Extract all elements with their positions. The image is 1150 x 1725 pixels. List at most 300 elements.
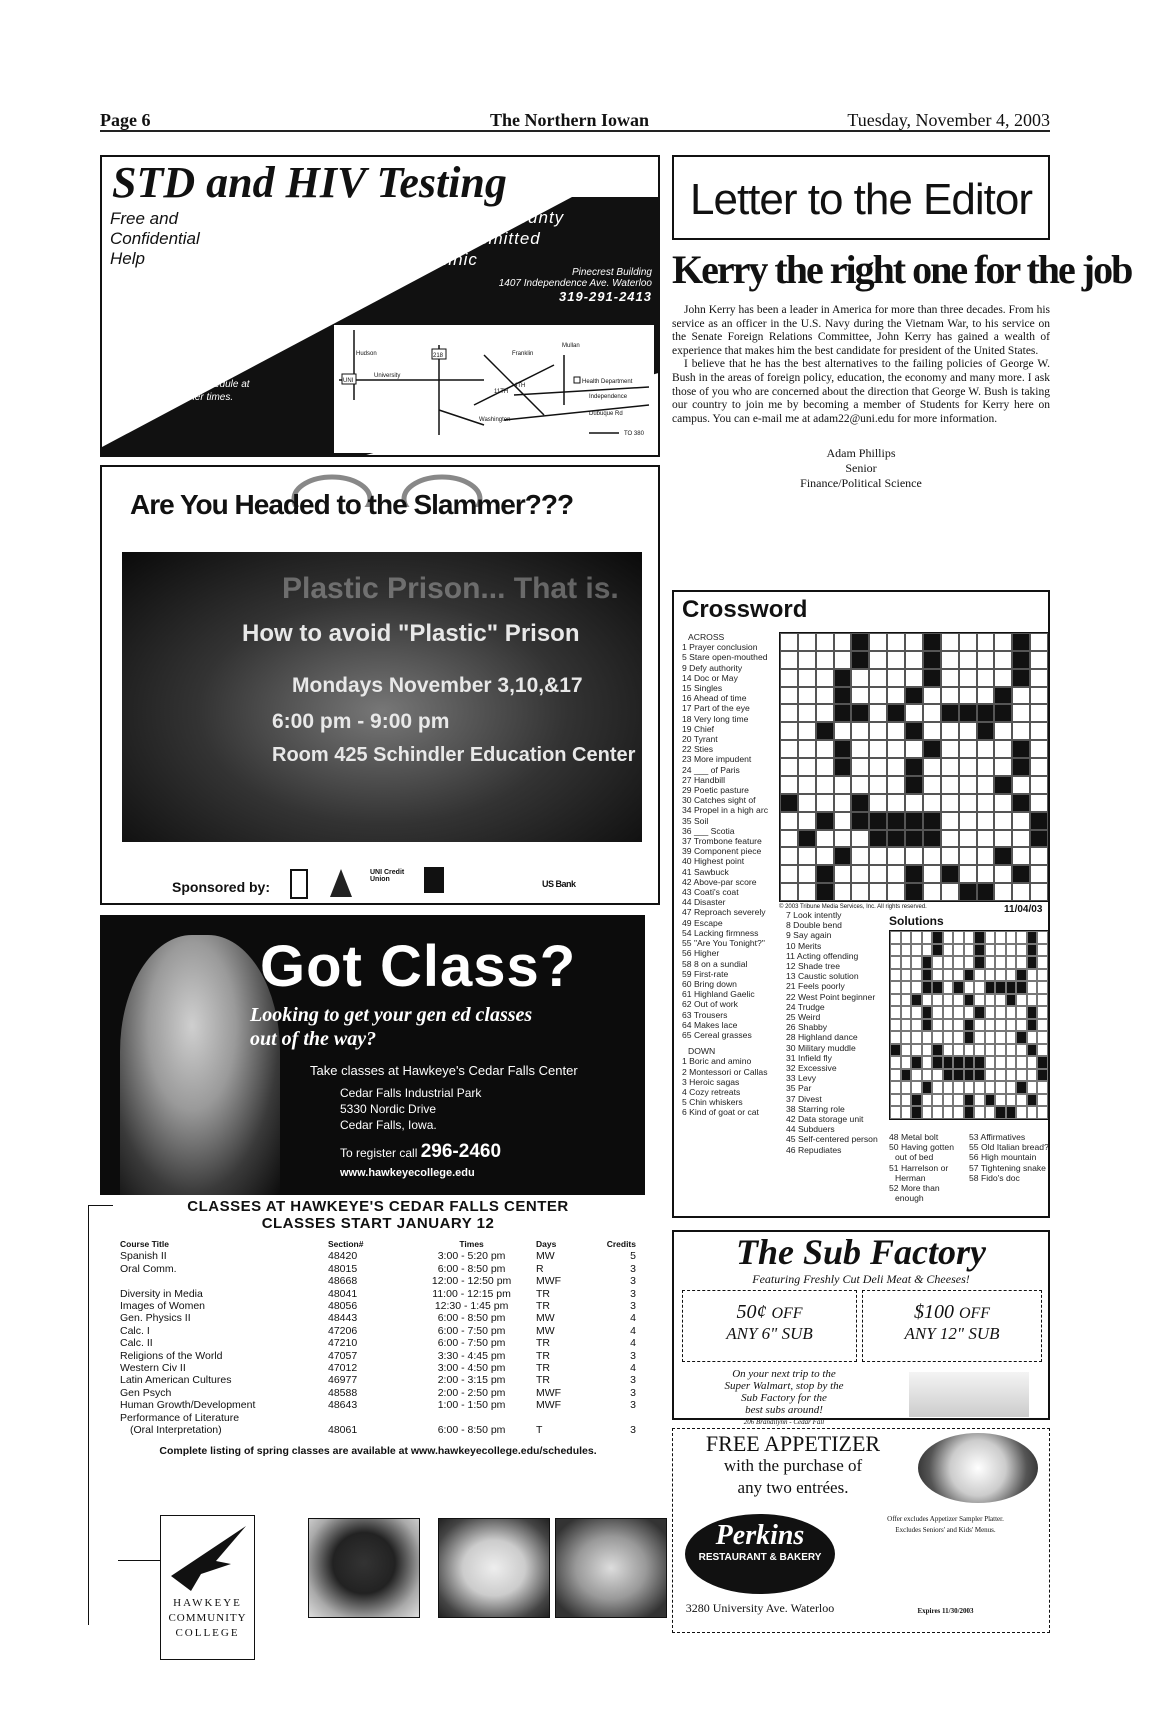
grid-cell (922, 1094, 933, 1107)
grid-cell (901, 981, 912, 994)
grid-cell (995, 1006, 1006, 1019)
grid-cell (851, 704, 869, 722)
clue: 1 Boric and amino (682, 1056, 752, 1067)
grid-cell (798, 651, 816, 669)
grid-cell (964, 1044, 975, 1057)
hawk-icon (161, 1516, 254, 1596)
grid-cell (977, 794, 995, 812)
grid-cell (1016, 956, 1027, 969)
grid-cell (911, 931, 922, 944)
grid-cell (994, 883, 1012, 901)
grid-cell (1012, 812, 1030, 830)
grid-cell (901, 1019, 912, 1032)
grid-cell (943, 994, 954, 1007)
grid-cell (1012, 847, 1030, 865)
grid-cell (851, 651, 869, 669)
grid-cell (1037, 956, 1048, 969)
grid-cell (890, 1056, 901, 1069)
grid-cell (834, 633, 852, 651)
grid-cell (901, 931, 912, 944)
grid-cell (995, 931, 1006, 944)
clue: 37 Divest (786, 1093, 822, 1104)
grid-cell (869, 687, 887, 705)
grid-cell (905, 687, 923, 705)
grid-cell (780, 812, 798, 830)
grid-cell (890, 994, 901, 1007)
grid-cell (941, 812, 959, 830)
grid-cell (869, 651, 887, 669)
grid-cell (959, 704, 977, 722)
grid-cell (985, 1044, 996, 1057)
clue: 61 Highland Gaelic (682, 989, 755, 1000)
grid-cell (905, 633, 923, 651)
grid-cell (922, 981, 933, 994)
grid-cell (1006, 944, 1017, 957)
grid-cell (953, 994, 964, 1007)
grid-cell (985, 969, 996, 982)
clue: 55 "Are You Tonight?" (682, 938, 765, 949)
clue: 24 ___ of Paris (682, 764, 740, 775)
grid-cell (1016, 1069, 1027, 1082)
grid-cell (985, 1069, 996, 1082)
letter-paragraph-2: I believe that he has the best alternatives to the failing policies of George W. Bush in the areas of foreign policy, education, the economy and many more. I ask those of you who are concerned about the direction that George W. Bush is taking our country to join me by becoming a member of Students for Kerry here on campus. You can e-mail me at adam22@uni.edu for more information. (672, 358, 1050, 425)
grid-cell (1030, 865, 1048, 883)
grid-cell (851, 830, 869, 848)
clue: 55 Old Italian bread? (969, 1142, 1049, 1153)
grid-cell (995, 1056, 1006, 1069)
grid-cell (780, 687, 798, 705)
grid-cell (943, 1044, 954, 1057)
grid-cell (1027, 944, 1038, 957)
grid-cell (1030, 687, 1048, 705)
grid-cell (869, 740, 887, 758)
grid-cell (932, 1056, 943, 1069)
solutions-grid (889, 930, 1049, 1120)
got-class-title: Got Class? (260, 934, 577, 999)
grid-cell (932, 944, 943, 957)
grid-cell (1027, 931, 1038, 944)
hawkeye-url: www.hawkeyecollege.edu (340, 1167, 475, 1179)
table-row: Calc. II 47210 6:00 - 7:50 pm TR 4 (120, 1337, 636, 1350)
svg-text:Dubuque Rd: Dubuque Rd (589, 411, 623, 417)
grid-cell (964, 1106, 975, 1119)
grid-cell (1016, 1106, 1027, 1119)
grid-cell (922, 1106, 933, 1119)
grid-cell (851, 722, 869, 740)
table-row: Gen Psych 48588 2:00 - 2:50 pm MWF 3 (120, 1386, 636, 1399)
grid-cell (1030, 633, 1048, 651)
sponsor-uni-cu: UNI Credit Union (370, 869, 405, 883)
coupon-12in[interactable]: $100 OFF ANY 12" SUB (862, 1290, 1042, 1362)
grid-cell (977, 830, 995, 848)
grid-cell (1030, 776, 1048, 794)
grid-cell (959, 776, 977, 794)
grid-cell (1006, 969, 1017, 982)
grid-cell (974, 944, 985, 957)
grid-cell (1006, 1106, 1017, 1119)
perkins-address: 3280 University Ave. Waterloo (685, 1601, 835, 1615)
grid-cell (941, 830, 959, 848)
grid-cell (941, 633, 959, 651)
plastic-prison-photo: Plastic Prison... That is. How to avoid "Plastic" Prison Mondays November 3,10,&17 6:00 pm - 9:00 pm Room 425 Schindler Education Center (122, 552, 642, 842)
grid-cell (922, 944, 933, 957)
grid-cell (923, 794, 941, 812)
clue: 5 Chin whiskers (682, 1097, 743, 1108)
grid-cell (953, 1106, 964, 1119)
grid-cell (1012, 758, 1030, 776)
grid-cell (922, 1044, 933, 1057)
crossword-puzzle (672, 590, 1050, 1218)
grid-cell (869, 812, 887, 830)
grid-cell (974, 956, 985, 969)
grid-cell (941, 883, 959, 901)
grid-cell (953, 931, 964, 944)
solutions-label: Solutions (889, 914, 944, 928)
grid-cell (1012, 633, 1030, 651)
grid-cell (1012, 687, 1030, 705)
class-schedule (118, 1198, 638, 1457)
grid-cell (1037, 969, 1048, 982)
grid-cell (922, 1069, 933, 1082)
grid-cell (1027, 1019, 1038, 1032)
across-clues: ACROSS 1 Prayer conclusion 5 Stare open-mouthed 9 Defy authority 14 Doc or May 15 Singles 16 Ahead of time 17 Part of the eye 18 Very long time 19 Chief 20 Tyrant 22 Sties 23 More impudent 24 ___ of Paris 27 Handbill 29 Poetic pasture 30 Catches sight of 34 Propel in a high arc 35 Soil 36 ___ Scotia 37 Trombone feature 39 Component piece 40 Highest point 41 Sawbuck 42 Above-par score 43 Coati's coat 44 Disaster 47 Reproach severely 49 Escape 54 Lacking firmness 55 "Are You Tonight?" 56 Higher 58 8 on a sundial 59 First-rate 60 Bring down 61 Highland Gaelic 62 Out of work 63 Trousers 64 Makes lace 65 Cereal grasses DOWN 1 Boric and amino 2 Montessori or Callas 3 Heroic sagas 4 Cozy retreats 5 Chin whiskers 6 Kind of goat or cat (682, 632, 778, 1118)
sponsor-logo-2 (330, 869, 352, 897)
grid-cell (1006, 956, 1017, 969)
grid-cell (922, 1081, 933, 1094)
grid-cell (943, 1069, 954, 1082)
sponsor-logo-cs (290, 869, 308, 899)
down-clues-4 (969, 1132, 1049, 1183)
grid-cell (994, 830, 1012, 848)
grid-cell (994, 722, 1012, 740)
grid-cell (1006, 981, 1017, 994)
student-face-1 (308, 1518, 420, 1618)
grid-cell (932, 994, 943, 1007)
grid-cell (953, 1094, 964, 1107)
grid-cell (1006, 1094, 1017, 1107)
perkins-logo: Perkins RESTAURANT & BAKERY (685, 1514, 835, 1594)
grid-cell (890, 969, 901, 982)
table-row: Gen. Physics II 48443 6:00 - 8:50 pm MW 4 (120, 1312, 636, 1325)
clue: 54 Lacking firmness (682, 927, 759, 938)
clue: 12 Shade tree (786, 961, 840, 972)
grid-cell (887, 704, 905, 722)
clue: 43 Coati's coat (682, 887, 739, 898)
grid-cell (1030, 812, 1048, 830)
clue: 52 More than enough (889, 1183, 940, 1204)
grid-cell (901, 1081, 912, 1094)
grid-cell (964, 1031, 975, 1044)
svg-text:Washington: Washington (479, 417, 511, 423)
grid-cell (887, 883, 905, 901)
letter-banner: Letter to the Editor (672, 155, 1050, 240)
clue: 58 Fido's doc (969, 1172, 1020, 1183)
clue: 60 Bring down (682, 978, 737, 989)
grid-cell (869, 847, 887, 865)
grid-cell (780, 651, 798, 669)
grid-cell (977, 669, 995, 687)
grid-cell (1037, 1031, 1048, 1044)
grid-cell (974, 1044, 985, 1057)
grid-cell (1012, 704, 1030, 722)
std-tagline: Free and Confidential Help (110, 209, 200, 268)
grid-cell (994, 758, 1012, 776)
grid-cell (974, 969, 985, 982)
grid-cell (869, 704, 887, 722)
svg-text:Mullan: Mullan (562, 343, 580, 349)
grid-cell (1027, 1056, 1038, 1069)
grid-cell (932, 956, 943, 969)
clue: 41 Sawbuck (682, 866, 729, 877)
grid-cell (816, 740, 834, 758)
grid-cell (977, 633, 995, 651)
grid-cell (953, 1056, 964, 1069)
grid-cell (911, 969, 922, 982)
grid-cell (1012, 883, 1030, 901)
grid-cell (974, 931, 985, 944)
grid-cell (1030, 847, 1048, 865)
grid-cell (964, 1006, 975, 1019)
grid-cell (798, 687, 816, 705)
grid-cell (923, 847, 941, 865)
grid-cell (887, 633, 905, 651)
grid-cell (901, 1006, 912, 1019)
grid-cell (816, 687, 834, 705)
grid-cell (887, 830, 905, 848)
grid-cell (1006, 1006, 1017, 1019)
grid-cell (964, 956, 975, 969)
grid-cell (977, 722, 995, 740)
grid-cell (905, 865, 923, 883)
grid-cell (1012, 865, 1030, 883)
clue: 35 Par (786, 1083, 812, 1094)
grid-cell (985, 1094, 996, 1107)
grid-cell (834, 704, 852, 722)
grid-cell (995, 1094, 1006, 1107)
coupon-6in[interactable]: 50¢ OFF ANY 6" SUB (682, 1290, 857, 1362)
grid-cell (911, 1094, 922, 1107)
clue: 3 Heroic sagas (682, 1076, 740, 1087)
grid-cell (985, 1056, 996, 1069)
grid-cell (851, 740, 869, 758)
grid-cell (1037, 1106, 1048, 1119)
clue: 2 Montessori or Callas (682, 1066, 768, 1077)
table-row: (Oral Interpretation) 48061 6:00 - 8:50 pm T 3 (130, 1424, 636, 1437)
grid-cell (890, 1094, 901, 1107)
clue: 24 Trudge (786, 1001, 825, 1012)
clue: 53 Affirmatives (969, 1132, 1026, 1142)
grid-cell (890, 944, 901, 957)
clue: 49 Escape (682, 917, 723, 928)
grid-cell (911, 1106, 922, 1119)
grid-cell (977, 776, 995, 794)
grid-cell (923, 865, 941, 883)
grid-cell (932, 969, 943, 982)
grid-cell (964, 1094, 975, 1107)
clue: 11 Acting offending (786, 950, 859, 961)
grid-cell (890, 1069, 901, 1082)
grid-cell (1016, 1081, 1027, 1094)
grid-cell (798, 847, 816, 865)
grid-cell (932, 1031, 943, 1044)
grid-cell (941, 847, 959, 865)
issue-date: Tuesday, November 4, 2003 (847, 110, 1050, 130)
table-row: Calc. I 47206 6:00 - 7:50 pm MW 4 (120, 1324, 636, 1337)
grid-cell (1012, 740, 1030, 758)
grid-cell (977, 883, 995, 901)
grid-cell (869, 830, 887, 848)
grid-cell (1006, 1056, 1017, 1069)
grid-cell (922, 1006, 933, 1019)
grid-cell (798, 883, 816, 901)
grid-cell (834, 651, 852, 669)
grid-cell (923, 687, 941, 705)
clue: 10 Merits (786, 940, 822, 951)
grid-cell (887, 651, 905, 669)
grid-cell (911, 944, 922, 957)
grid-cell (994, 651, 1012, 669)
grid-cell (953, 1019, 964, 1032)
clue: 32 Excessive (786, 1063, 837, 1074)
grid-cell (911, 1006, 922, 1019)
grid-cell (977, 704, 995, 722)
sub-factory-tagline: Featuring Freshly Cut Deli Meat & Cheeses! (752, 1272, 970, 1286)
grid-cell (851, 883, 869, 901)
grid-cell (923, 812, 941, 830)
hawkeye-class-ad (100, 915, 645, 1195)
grid-cell (922, 1019, 933, 1032)
sub-factory-blurb: On your next trip to the Super Walmart, stop by the Sub Factory for the best subs around! 206 Brandilynn - Cedar Fall (724, 1368, 844, 1426)
grid-cell (1037, 1081, 1048, 1094)
clue: 31 Infield fly (786, 1052, 832, 1063)
grid-cell (922, 956, 933, 969)
grid-cell (834, 669, 852, 687)
grid-cell (798, 776, 816, 794)
sub-factory-ad (672, 1230, 1050, 1426)
grid-cell (941, 758, 959, 776)
table-row: Human Growth/Development 48643 1:00 - 1:50 pm MWF 3 (120, 1399, 636, 1412)
page-header (100, 110, 1050, 132)
grid-cell (851, 669, 869, 687)
grid-cell (887, 722, 905, 740)
clue: 29 Poetic pasture (682, 785, 749, 796)
grid-cell (890, 1006, 901, 1019)
clue: 63 Trousers (682, 1009, 728, 1020)
grid-cell (780, 847, 798, 865)
clue: 18 Very long time (682, 713, 749, 724)
grid-cell (1030, 740, 1048, 758)
grid-cell (932, 1069, 943, 1082)
grid-cell (890, 1019, 901, 1032)
grid-cell (932, 1006, 943, 1019)
grid-cell (798, 758, 816, 776)
clue: 36 ___ Scotia (682, 825, 735, 836)
grid-cell (941, 704, 959, 722)
grid-cell (964, 931, 975, 944)
grid-cell (994, 812, 1012, 830)
grid-cell (816, 651, 834, 669)
table-row: Western Civ II 47012 3:00 - 4:50 pm TR 4 (120, 1362, 636, 1375)
grid-cell (994, 740, 1012, 758)
grid-cell (901, 1094, 912, 1107)
grid-cell (1037, 931, 1048, 944)
grid-cell (851, 865, 869, 883)
grid-cell (869, 865, 887, 883)
grid-cell (1027, 1106, 1038, 1119)
grid-cell (901, 969, 912, 982)
schedule-start: CLASSES START JANUARY 12 (261, 1215, 495, 1232)
grid-cell (1037, 981, 1048, 994)
grid-cell (1016, 994, 1027, 1007)
grid-cell (780, 883, 798, 901)
grid-cell (923, 883, 941, 901)
clinic-name: Black Hawk County Sexually Transmitted Disease Clinic (356, 208, 565, 269)
grid-cell (985, 1006, 996, 1019)
grid-cell (922, 1031, 933, 1044)
clue: 45 Self-centered person (786, 1134, 878, 1145)
grid-cell (923, 722, 941, 740)
grid-cell (1027, 1081, 1038, 1094)
grid-cell (974, 1031, 985, 1044)
grid-cell (1027, 956, 1038, 969)
grid-cell (943, 1094, 954, 1107)
grid-cell (922, 969, 933, 982)
clue: 39 Component piece (682, 846, 762, 857)
clue: 58 8 on a sundial (682, 958, 748, 969)
grid-cell (953, 981, 964, 994)
table-row: Oral Comm. 48015 6:00 - 8:50 pm R 3 (120, 1262, 636, 1275)
svg-text:TO 380: TO 380 (624, 431, 644, 437)
grid-cell (869, 758, 887, 776)
svg-text:Health Department: Health Department (582, 379, 633, 385)
grid-cell (941, 865, 959, 883)
crossword-date: 11/04/03 (1004, 904, 1043, 915)
grid-cell (1012, 776, 1030, 794)
clue: 19 Chief (682, 723, 715, 734)
grid-cell (887, 669, 905, 687)
grid-cell (1030, 669, 1048, 687)
svg-text:Franklin: Franklin (512, 351, 534, 357)
letter-headline: Kerry the right one for the job (672, 247, 1132, 292)
grid-cell (941, 687, 959, 705)
clue: 13 Caustic solution (786, 971, 859, 982)
grid-cell (985, 956, 996, 969)
table-row: Performance of Literature (120, 1411, 240, 1424)
clinic-address: Pinecrest Building 1407 Independence Ave. Waterloo 319-291-2413 (498, 267, 652, 304)
sponsor-logo-black (424, 867, 444, 893)
clue: 44 Subduers (786, 1124, 835, 1135)
grid-cell (816, 883, 834, 901)
grid-cell (1027, 1044, 1038, 1057)
grid-cell (869, 794, 887, 812)
schedule-footer: Complete listing of spring classes are available at www.hawkeyecollege.edu/schedules. (159, 1444, 597, 1457)
table-row: Diversity in Media 48041 11:00 - 12:15 pm TR 3 (120, 1287, 636, 1300)
clue: 42 Data storage unit (786, 1114, 864, 1125)
clue: 15 Singles (682, 683, 723, 694)
grid-cell (834, 865, 852, 883)
grid-cell (1006, 994, 1017, 1007)
grid-cell (911, 1031, 922, 1044)
grid-cell (887, 776, 905, 794)
grid-cell (905, 722, 923, 740)
grid-cell (905, 704, 923, 722)
grid-cell (943, 944, 954, 957)
grid-cell (943, 969, 954, 982)
grid-cell (851, 794, 869, 812)
grid-cell (1037, 1006, 1048, 1019)
grid-cell (798, 812, 816, 830)
grid-cell (1037, 994, 1048, 1007)
